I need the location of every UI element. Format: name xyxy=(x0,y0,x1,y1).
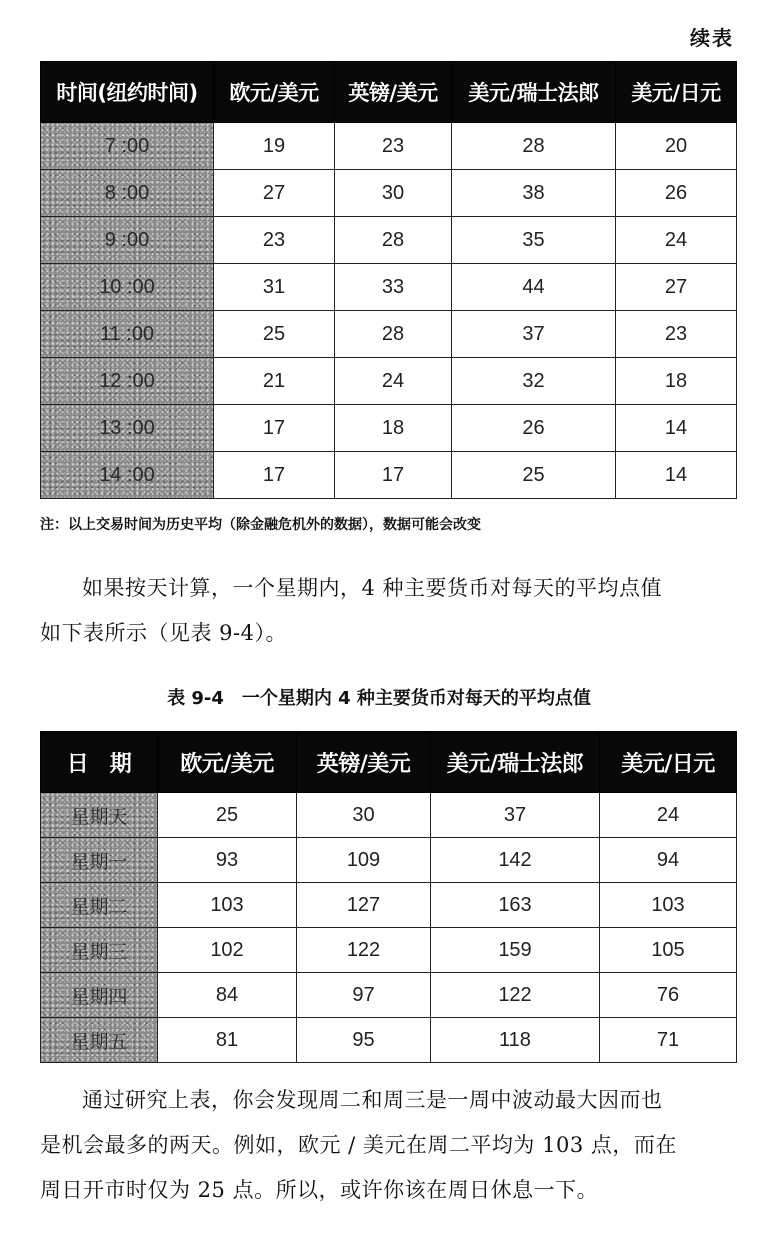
table-row xyxy=(41,405,737,452)
value-cell: 17 xyxy=(335,452,452,499)
intro-paragraph xyxy=(40,566,740,656)
time-cell: 7 :00 xyxy=(41,123,214,170)
value-cell: 26 xyxy=(452,405,616,452)
value-cell: 18 xyxy=(335,405,452,452)
table-caption: 表 9-4 一个星期内 4 种主要货币对每天的平均点值 xyxy=(167,688,591,709)
value-cell: 23 xyxy=(214,217,335,264)
value-cell: 14 xyxy=(616,452,737,499)
day-cell: 星期二 xyxy=(41,883,158,928)
value-cell: 93 xyxy=(158,838,297,883)
header-usd-jpy: 美元/日元 xyxy=(616,62,737,123)
hourly-average-pips-table xyxy=(40,61,737,499)
value-cell: 71 xyxy=(600,1018,737,1063)
value-cell: 30 xyxy=(297,793,431,838)
continued-table-label: 续表 xyxy=(690,26,734,50)
time-cell: 10 :00 xyxy=(41,264,214,311)
time-cell: 8 :00 xyxy=(41,170,214,217)
table-row xyxy=(41,123,737,170)
value-cell: 24 xyxy=(335,358,452,405)
value-cell: 118 xyxy=(431,1018,600,1063)
time-cell: 9 :00 xyxy=(41,217,214,264)
value-cell: 28 xyxy=(335,217,452,264)
time-cell: 14 :00 xyxy=(41,452,214,499)
table-row xyxy=(41,838,737,883)
value-cell: 35 xyxy=(452,217,616,264)
value-cell: 14 xyxy=(616,405,737,452)
header-eur-usd: 欧元/美元 xyxy=(158,732,297,793)
value-cell: 84 xyxy=(158,973,297,1018)
value-cell: 21 xyxy=(214,358,335,405)
value-cell: 23 xyxy=(335,123,452,170)
value-cell: 24 xyxy=(600,793,737,838)
value-cell: 32 xyxy=(452,358,616,405)
value-cell: 25 xyxy=(214,311,335,358)
value-cell: 97 xyxy=(297,973,431,1018)
header-date: 日 期 xyxy=(41,732,158,793)
table-row xyxy=(41,1018,737,1063)
paragraph-line: 周日开市时仅为 25 点。所以，或许你该在周日休息一下。 xyxy=(40,1178,599,1202)
value-cell: 20 xyxy=(616,123,737,170)
value-cell: 31 xyxy=(214,264,335,311)
value-cell: 30 xyxy=(335,170,452,217)
value-cell: 37 xyxy=(452,311,616,358)
table-footnote: 注：以上交易时间为历史平均（除金融危机外的数据），数据可能会改变 xyxy=(40,517,481,533)
value-cell: 44 xyxy=(452,264,616,311)
table-row xyxy=(41,217,737,264)
day-cell: 星期一 xyxy=(41,838,158,883)
value-cell: 81 xyxy=(158,1018,297,1063)
value-cell: 18 xyxy=(616,358,737,405)
value-cell: 105 xyxy=(600,928,737,973)
table-row xyxy=(41,793,737,838)
value-cell: 103 xyxy=(600,883,737,928)
header-usd-chf: 美元/瑞士法郎 xyxy=(452,62,616,123)
value-cell: 26 xyxy=(616,170,737,217)
value-cell: 23 xyxy=(616,311,737,358)
value-cell: 142 xyxy=(431,838,600,883)
value-cell: 95 xyxy=(297,1018,431,1063)
value-cell: 27 xyxy=(214,170,335,217)
value-cell: 19 xyxy=(214,123,335,170)
header-eur-usd: 欧元/美元 xyxy=(214,62,335,123)
time-cell: 13 :00 xyxy=(41,405,214,452)
day-cell: 星期天 xyxy=(41,793,158,838)
value-cell: 17 xyxy=(214,452,335,499)
value-cell: 28 xyxy=(452,123,616,170)
value-cell: 25 xyxy=(158,793,297,838)
value-cell: 76 xyxy=(600,973,737,1018)
value-cell: 37 xyxy=(431,793,600,838)
day-cell: 星期五 xyxy=(41,1018,158,1063)
header-time: 时间(纽约时间) xyxy=(41,62,214,123)
table-row xyxy=(41,928,737,973)
paragraph-line: 如果按天计算，一个星期内，4 种主要货币对每天的平均点值 xyxy=(82,576,663,600)
table-row xyxy=(41,452,737,499)
conclusion-paragraph xyxy=(40,1078,740,1213)
table-row xyxy=(41,973,737,1018)
day-cell: 星期三 xyxy=(41,928,158,973)
value-cell: 27 xyxy=(616,264,737,311)
table-row xyxy=(41,170,737,217)
table-header-row xyxy=(41,732,737,793)
time-cell: 12 :00 xyxy=(41,358,214,405)
header-gbp-usd: 英镑/美元 xyxy=(335,62,452,123)
value-cell: 109 xyxy=(297,838,431,883)
table-row xyxy=(41,883,737,928)
header-usd-chf: 美元/瑞士法郎 xyxy=(431,732,600,793)
time-cell: 11 :00 xyxy=(41,311,214,358)
value-cell: 163 xyxy=(431,883,600,928)
paragraph-line: 是机会最多的两天。例如，欧元 / 美元在周二平均为 103 点，而在 xyxy=(40,1133,677,1157)
daily-average-pips-table xyxy=(40,731,737,1063)
day-cell: 星期四 xyxy=(41,973,158,1018)
value-cell: 127 xyxy=(297,883,431,928)
value-cell: 24 xyxy=(616,217,737,264)
paragraph-line: 通过研究上表，你会发现周二和周三是一周中波动最大因而也 xyxy=(82,1088,663,1112)
value-cell: 122 xyxy=(431,973,600,1018)
value-cell: 28 xyxy=(335,311,452,358)
value-cell: 103 xyxy=(158,883,297,928)
value-cell: 122 xyxy=(297,928,431,973)
table-row xyxy=(41,311,737,358)
header-gbp-usd: 英镑/美元 xyxy=(297,732,431,793)
table-header-row xyxy=(41,62,737,123)
value-cell: 102 xyxy=(158,928,297,973)
header-usd-jpy: 美元/日元 xyxy=(600,732,737,793)
value-cell: 94 xyxy=(600,838,737,883)
table-row xyxy=(41,358,737,405)
table-row xyxy=(41,264,737,311)
paragraph-line: 如下表所示（见表 9-4）。 xyxy=(40,621,287,645)
value-cell: 17 xyxy=(214,405,335,452)
value-cell: 159 xyxy=(431,928,600,973)
value-cell: 25 xyxy=(452,452,616,499)
value-cell: 38 xyxy=(452,170,616,217)
value-cell: 33 xyxy=(335,264,452,311)
